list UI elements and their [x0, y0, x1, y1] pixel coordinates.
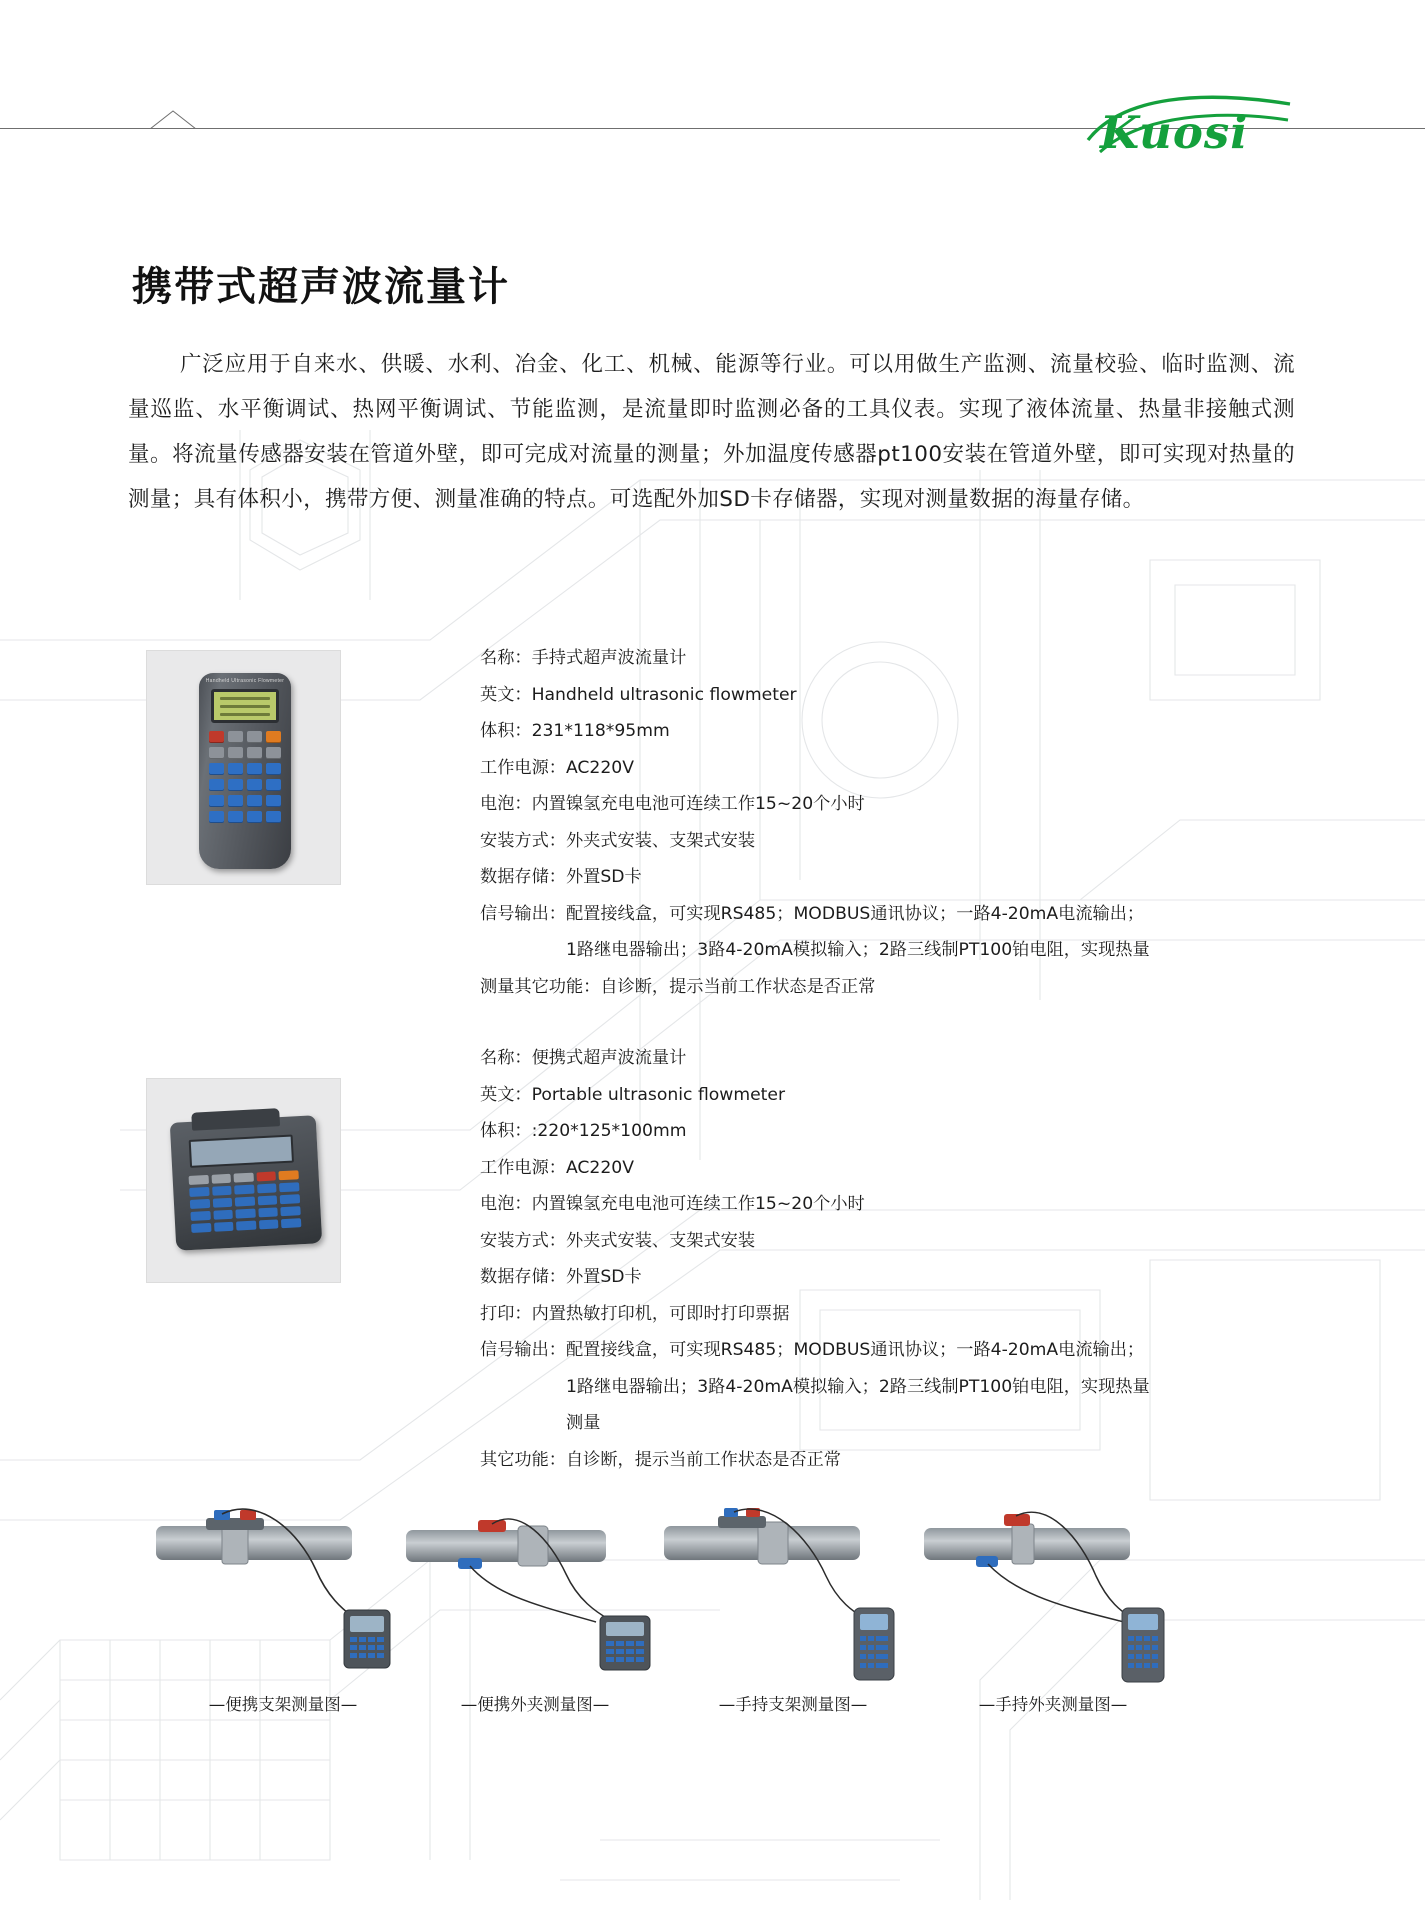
spec-line: 名称：手持式超声波流量计	[480, 648, 687, 668]
figure-caption: —手持外夹测量图—	[978, 1695, 1128, 1714]
figure-handheld-clamp	[918, 1500, 1188, 1715]
spec-line: 1路继电器输出；3路4-20mA模拟输入；2路三线制PT100铂电阻，实现热量	[566, 1376, 1150, 1397]
figure-caption: —便携外夹测量图—	[460, 1695, 610, 1714]
spec-line: 信号输出：配置接线盒，可实现RS485；MODBUS通讯协议；一路4-20mA电流输出；	[480, 1340, 1145, 1360]
device-keypad	[189, 1170, 302, 1233]
device-screen	[211, 689, 279, 723]
spec-line: 1路继电器输出；3路4-20mA模拟输入；2路三线制PT100铂电阻，实现热量	[566, 940, 1150, 960]
product-photo-handheld	[146, 650, 341, 885]
intro-paragraph: 广泛应用于自来水、供暖、水利、冶金、化工、机械、能源等行业。可以用做生产监测、流量校验、临时监测、流量巡监、水平衡调试、热网平衡调试、节能监测，是流量即时监测必备的工具仪表。实现了液体流量、热量非接触式测量。将流量传感器安装在管道外壁，即可完成对流量的测量；外加温度传感器pt100安装在管道外壁，即可实现对热量的测量；具有体积小，携带方便、测量准确的特点。可选配外加SD卡存储器，实现对测量数据的海量存储。	[128, 351, 1295, 512]
measurement-figures	[128, 1500, 1298, 1720]
spec-line: 体积：:220*125*100mm	[480, 1121, 687, 1141]
product-photo-portable	[146, 1078, 341, 1283]
spec-line: 其它功能：自诊断，提示当前工作状态是否正常	[480, 1449, 841, 1470]
page-title: 携带式超声波流量计	[132, 263, 510, 310]
figure-portable-clamp	[400, 1500, 670, 1715]
spec-line: 数据存储：外置SD卡	[480, 1267, 642, 1287]
product-specs-portable	[480, 1040, 1290, 1478]
spec-line: 安装方式：外夹式安装、支架式安装	[480, 830, 756, 851]
portable-device-illustration	[170, 1115, 322, 1250]
figure-caption: —手持支架测量图—	[718, 1695, 868, 1714]
spec-line: 测量	[566, 1413, 601, 1433]
svg-text:Kuosi: Kuosi	[1100, 106, 1249, 159]
spec-line: 打印：内置热敏打印机，可即时打印票据	[480, 1303, 790, 1324]
spec-line: 信号输出：配置接线盒，可实现RS485；MODBUS通讯协议；一路4-20mA电流输出；	[480, 903, 1145, 924]
spec-line: 电泡：内置镍氢充电电池可连续工作15~20个小时	[480, 794, 865, 814]
spec-line: 测量其它功能：自诊断，提示当前工作状态是否正常	[480, 976, 876, 997]
product-specs-handheld	[480, 640, 1290, 1005]
spec-line: 工作电源：AC220V	[480, 1157, 634, 1178]
device-brand-text: Handheld Ultrasonic Flowmeter	[205, 678, 285, 684]
figure-handheld-bracket	[658, 1500, 928, 1715]
handheld-device-illustration	[199, 673, 291, 869]
spec-line: 数据存储：外置SD卡	[480, 867, 642, 887]
figure-caption: —便携支架测量图—	[208, 1695, 358, 1714]
spec-line: 英文：Handheld ultrasonic flowmeter	[480, 684, 797, 705]
device-screen	[189, 1134, 294, 1167]
spec-line: 名称：便携式超声波流量计	[480, 1048, 687, 1068]
figure-portable-bracket	[148, 1500, 418, 1715]
spec-line: 体积：231*118*95mm	[480, 721, 670, 741]
spec-line: 工作电源：AC220V	[480, 757, 634, 778]
spec-line: 英文：Portable ultrasonic flowmeter	[480, 1084, 786, 1105]
device-keypad	[209, 731, 281, 823]
spec-line: 电泡：内置镍氢充电电池可连续工作15~20个小时	[480, 1194, 865, 1214]
device-printer	[191, 1108, 280, 1131]
brand-logo	[1082, 88, 1297, 174]
spec-line: 安装方式：外夹式安装、支架式安装	[480, 1230, 756, 1251]
header-notch-mark	[150, 110, 196, 129]
